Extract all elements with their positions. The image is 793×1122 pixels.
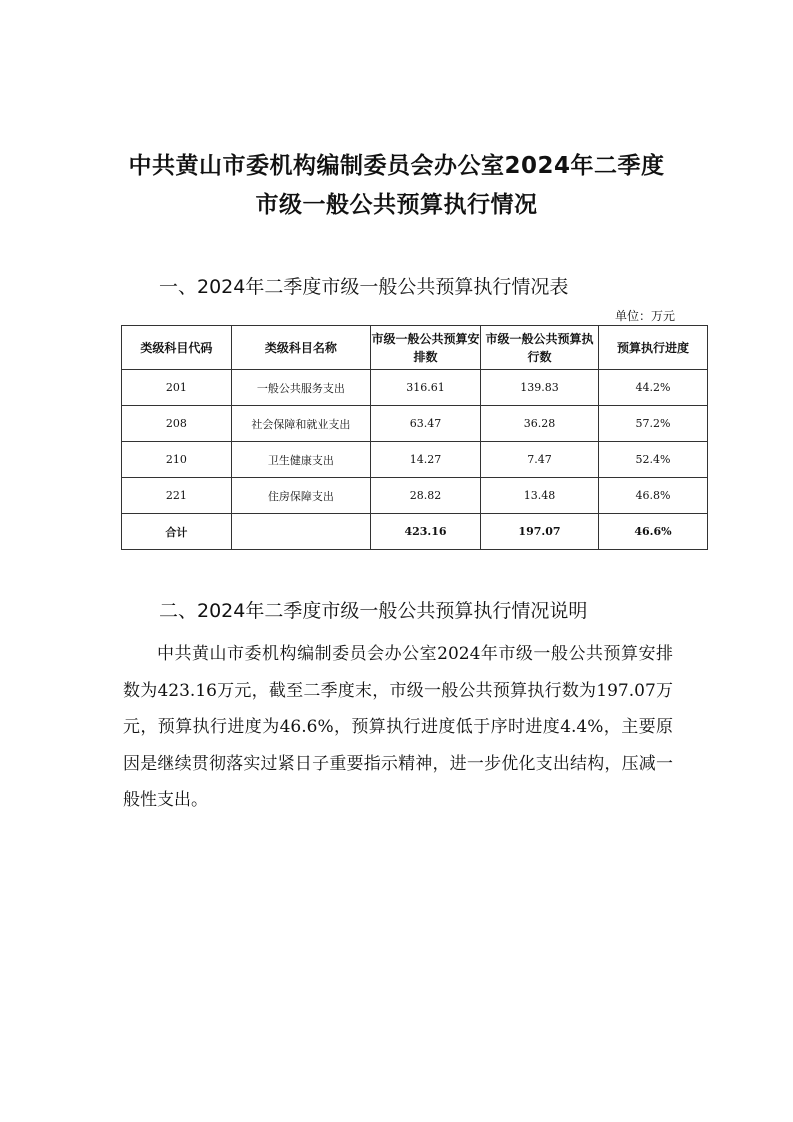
cell-executed: 7.47 [481, 442, 599, 478]
header-budget: 市级一般公共预算安排数 [370, 326, 480, 370]
cell-code: 208 [122, 406, 232, 442]
cell-progress: 57.2% [598, 406, 707, 442]
budget-table [121, 325, 708, 550]
table-total-row [122, 514, 708, 550]
cell-progress: 46.8% [598, 478, 707, 514]
total-progress: 46.6% [598, 514, 707, 550]
cell-budget: 63.47 [370, 406, 480, 442]
cell-progress: 44.2% [598, 370, 707, 406]
document-title-line2: 市级一般公共预算执行情况 [255, 192, 538, 218]
header-code: 类级科目代码 [122, 326, 232, 370]
cell-budget: 316.61 [370, 370, 480, 406]
cell-budget: 14.27 [370, 442, 480, 478]
cell-name: 住房保障支出 [231, 478, 370, 514]
cell-executed: 139.83 [481, 370, 599, 406]
cell-budget: 28.82 [370, 478, 480, 514]
header-name: 类级科目名称 [231, 326, 370, 370]
cell-name: 社会保障和就业支出 [231, 406, 370, 442]
cell-executed: 13.48 [481, 478, 599, 514]
unit-label: 单位：万元 [614, 309, 675, 323]
table-row [122, 370, 708, 406]
cell-code: 210 [122, 442, 232, 478]
total-executed: 197.07 [481, 514, 599, 550]
document-title-line1: 中共黄山市委机构编制委员会办公室2024年二季度 [128, 153, 665, 179]
table-row [122, 406, 708, 442]
table-row [122, 442, 708, 478]
total-name [231, 514, 370, 550]
table-row [122, 478, 708, 514]
cell-code: 201 [122, 370, 232, 406]
cell-name: 卫生健康支出 [231, 442, 370, 478]
table-header-row [122, 326, 708, 370]
cell-executed: 36.28 [481, 406, 599, 442]
section1-heading: 一、2024年二季度市级一般公共预算执行情况表 [159, 276, 569, 298]
total-budget: 423.16 [370, 514, 480, 550]
total-label: 合计 [122, 514, 232, 550]
cell-code: 221 [122, 478, 232, 514]
section2-heading: 二、2024年二季度市级一般公共预算执行情况说明 [159, 600, 588, 622]
explanation-paragraph: 中共黄山市委机构编制委员会办公室2024年市级一般公共预算安排数为423.16万元，截至二季度末，市级一般公共预算执行数为197.07万元，预算执行进度为46.6%，预算执行进度低于序时进度4.4%，主要原因是继续贯彻落实过紧日子重要指示精神，进一步优化支出结构，压减一般性支出。 [123, 644, 673, 810]
header-executed: 市级一般公共预算执行数 [481, 326, 599, 370]
header-progress: 预算执行进度 [598, 326, 707, 370]
cell-progress: 52.4% [598, 442, 707, 478]
cell-name: 一般公共服务支出 [231, 370, 370, 406]
